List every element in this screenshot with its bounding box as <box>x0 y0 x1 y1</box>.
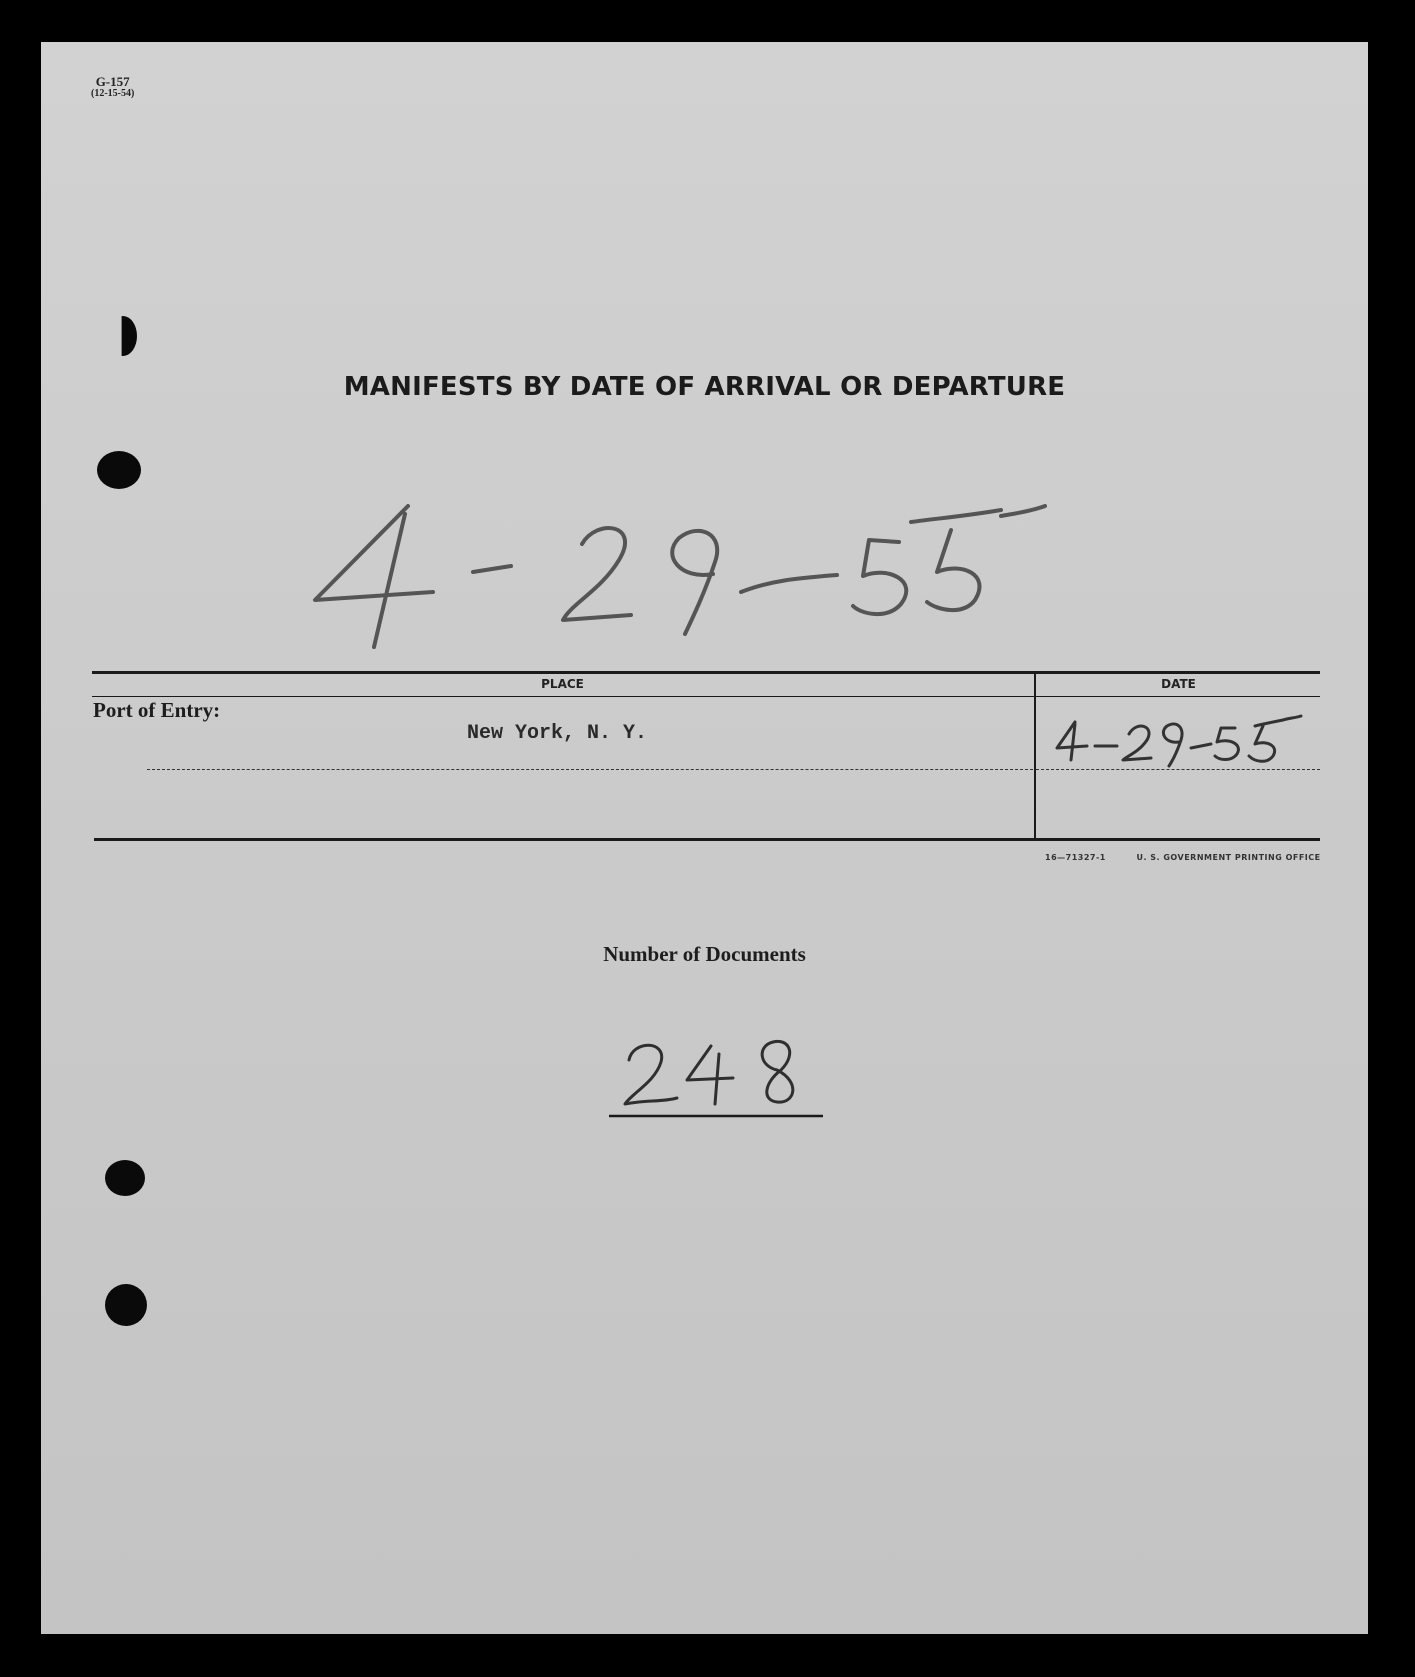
place-column-header: PLACE <box>541 677 584 691</box>
punch-hole <box>105 1160 145 1196</box>
page-title: MANIFESTS BY DATE OF ARRIVAL OR DEPARTURE <box>343 372 1066 402</box>
handwritten-date-large <box>301 482 1061 662</box>
imprint-code: 16—71327-1 <box>1045 853 1106 862</box>
punch-hole <box>105 1284 147 1326</box>
number-of-documents-label: Number of Documents <box>603 942 806 966</box>
place-dotted-line <box>147 769 1033 770</box>
form-revision: (12-15-54) <box>91 88 135 99</box>
column-divider <box>1034 673 1036 840</box>
header-underline <box>92 696 1320 697</box>
printer-imprint <box>1045 853 1321 862</box>
punch-hole-partial <box>109 316 137 356</box>
table-bottom-rule <box>94 838 1320 841</box>
imprint-printer: U. S. GOVERNMENT PRINTING OFFICE <box>1136 853 1321 862</box>
form-number: G-157 <box>95 74 130 89</box>
table-top-rule <box>92 671 1320 674</box>
handwritten-document-count <box>601 1032 831 1122</box>
date-dotted-line <box>1036 769 1320 770</box>
date-column-header: DATE <box>1161 677 1196 691</box>
port-of-entry-label: Port of Entry: <box>93 698 221 722</box>
handwritten-date-table <box>1051 714 1311 770</box>
form-number-block <box>91 76 134 100</box>
punch-hole <box>97 451 141 489</box>
place-value: New York, N. Y. <box>467 722 648 745</box>
document-sheet <box>41 42 1368 1634</box>
